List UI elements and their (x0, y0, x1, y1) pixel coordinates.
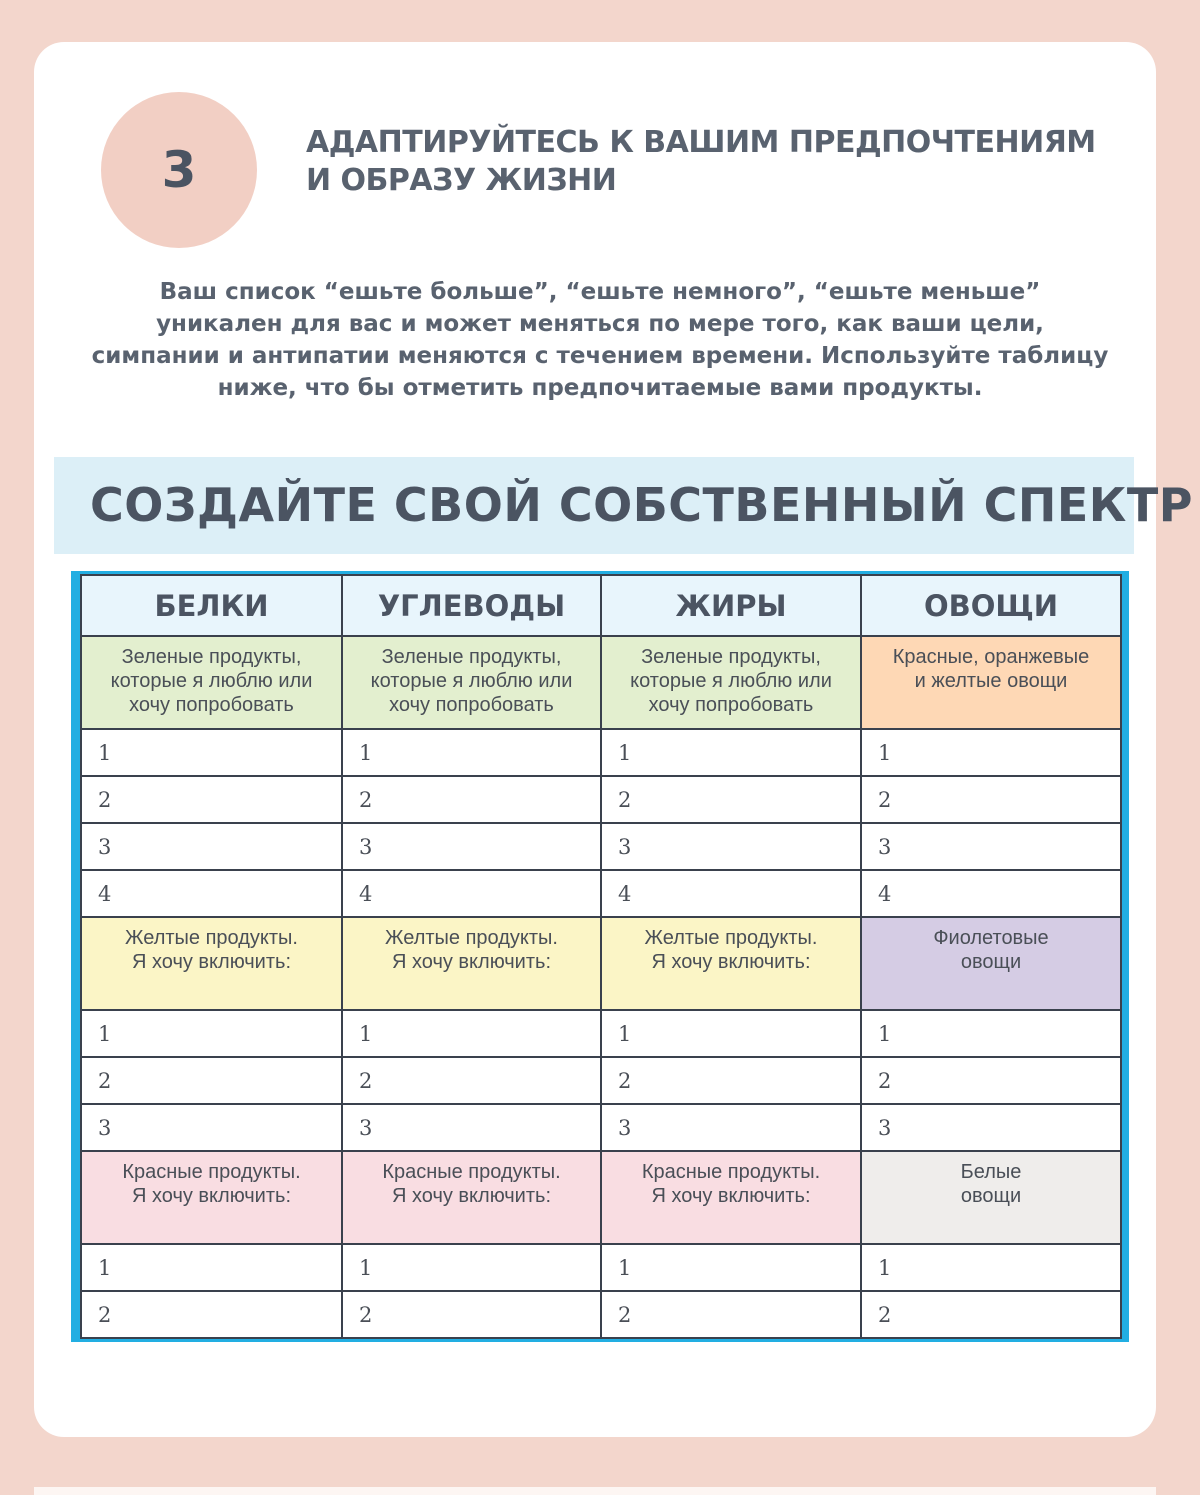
intro-line: ниже, что бы отметить предпочитаемые вами продукты. (217, 375, 983, 401)
section-label-vegetables (861, 636, 1121, 729)
section-label-vegetables (861, 1151, 1121, 1244)
section-label-fats (601, 1151, 861, 1244)
entry-cell-vegetables[interactable]: 3 (861, 1104, 1121, 1151)
section-label-line: овощи (960, 1185, 1022, 1207)
section-label-fats (601, 636, 861, 729)
entry-cell-vegetables[interactable]: 4 (861, 870, 1121, 917)
section-label-vegetables (861, 917, 1121, 1010)
entry-cell-fats[interactable]: 2 (601, 776, 861, 823)
section-label-carbs (342, 636, 601, 729)
entry-row (81, 870, 1121, 917)
section-label-line: хочу попробовать (389, 694, 554, 716)
entry-cell-fats[interactable]: 1 (601, 1244, 861, 1291)
section-label-line: Красные продукты. (382, 1161, 561, 1183)
entry-cell-fats[interactable]: 4 (601, 870, 861, 917)
section-label-line: хочу попробовать (129, 694, 294, 716)
section-label-line: Красные продукты. (641, 1161, 821, 1183)
entry-cell-proteins[interactable]: 3 (81, 823, 342, 870)
entry-row (81, 1104, 1121, 1151)
section-label-line: и желтые овощи (914, 670, 1068, 692)
entry-row (81, 1244, 1121, 1291)
banner-title: СОЗДАЙТЕ СВОЙ СОБСТВЕННЫЙ СПЕКТР (90, 478, 1193, 532)
section-label-line: Я хочу включить: (132, 1185, 291, 1207)
section-label-carbs (342, 1151, 601, 1244)
entry-cell-proteins[interactable]: 1 (81, 729, 342, 776)
entry-cell-carbs[interactable]: 2 (342, 1291, 601, 1338)
entry-cell-vegetables[interactable]: 1 (861, 729, 1121, 776)
entry-cell-fats[interactable]: 2 (601, 1057, 861, 1104)
section-label-proteins (81, 917, 342, 1010)
section-label-line: овощи (960, 951, 1022, 973)
entry-cell-vegetables[interactable]: 2 (861, 1291, 1121, 1338)
section-label-line: Желтые продукты. (385, 927, 558, 949)
step-title-line: И ОБРАЗУ ЖИЗНИ (306, 163, 617, 198)
entry-cell-fats[interactable]: 1 (601, 729, 861, 776)
entry-cell-fats[interactable]: 2 (601, 1291, 861, 1338)
step-number-badge (101, 92, 257, 248)
entry-cell-fats[interactable]: 3 (601, 823, 861, 870)
section-row (81, 917, 1121, 1010)
header-fats: ЖИРЫ (601, 575, 861, 636)
section-label-line: которые я люблю или (110, 670, 313, 692)
entry-cell-proteins[interactable]: 1 (81, 1244, 342, 1291)
section-label-line: которые я люблю или (630, 670, 832, 692)
entry-cell-carbs[interactable]: 1 (342, 729, 601, 776)
step-title (306, 124, 1096, 200)
entry-cell-carbs[interactable]: 1 (342, 1010, 601, 1057)
section-label-line: Я хочу включить: (651, 1185, 811, 1207)
table-body (81, 636, 1121, 1338)
entry-cell-proteins[interactable]: 2 (81, 1057, 342, 1104)
section-label-line: Зеленые продукты, (121, 646, 302, 668)
entry-cell-vegetables[interactable]: 1 (861, 1010, 1121, 1057)
entry-cell-proteins[interactable]: 1 (81, 1010, 342, 1057)
entry-cell-carbs[interactable]: 3 (342, 823, 601, 870)
entry-cell-vegetables[interactable]: 2 (861, 1057, 1121, 1104)
entry-cell-vegetables[interactable]: 1 (861, 1244, 1121, 1291)
section-label-line: Красные продукты. (122, 1161, 301, 1183)
entry-row (81, 1057, 1121, 1104)
section-label-line: Я хочу включить: (132, 951, 291, 973)
entry-row (81, 1291, 1121, 1338)
header-proteins: БЕЛКИ (81, 575, 342, 636)
entry-cell-vegetables[interactable]: 3 (861, 823, 1121, 870)
entry-cell-proteins[interactable]: 3 (81, 1104, 342, 1151)
header-carbs: УГЛЕВОДЫ (342, 575, 601, 636)
section-label-line: которые я люблю или (370, 670, 573, 692)
section-label-line: Желтые продукты. (644, 927, 818, 949)
section-label-carbs (342, 917, 601, 1010)
section-row (81, 1151, 1121, 1244)
section-label-line: хочу попробовать (648, 694, 814, 716)
section-label-line: Фиолетовые (933, 927, 1049, 949)
entry-row (81, 729, 1121, 776)
header-row (81, 575, 1121, 636)
section-label-line: Зеленые продукты, (641, 646, 821, 668)
section-label-proteins (81, 636, 342, 729)
section-label-fats (601, 917, 861, 1010)
entry-cell-carbs[interactable]: 3 (342, 1104, 601, 1151)
entry-cell-vegetables[interactable]: 2 (861, 776, 1121, 823)
entry-cell-carbs[interactable]: 2 (342, 1057, 601, 1104)
entry-row (81, 823, 1121, 870)
entry-cell-carbs[interactable]: 1 (342, 1244, 601, 1291)
entry-cell-carbs[interactable]: 4 (342, 870, 601, 917)
step-title-line: АДАПТИРУЙТЕСЬ К ВАШИМ ПРЕДПОЧТЕНИЯМ (306, 125, 1096, 160)
entry-cell-proteins[interactable]: 2 (81, 1291, 342, 1338)
spectrum-table (80, 574, 1122, 1339)
intro-line: симпании и антипатии меняются с течением времени. Используйте таблицу (91, 343, 1109, 369)
section-label-line: Желтые продукты. (125, 927, 298, 949)
step-number: 3 (161, 141, 197, 199)
entry-cell-fats[interactable]: 3 (601, 1104, 861, 1151)
intro-line: Ваш список “ешьте больше”, “ешьте немного”, “ешьте меньше” (159, 279, 1041, 305)
entry-cell-carbs[interactable]: 2 (342, 776, 601, 823)
intro-text (60, 276, 1140, 404)
entry-cell-proteins[interactable]: 2 (81, 776, 342, 823)
entry-cell-proteins[interactable]: 4 (81, 870, 342, 917)
section-label-proteins (81, 1151, 342, 1244)
entry-row (81, 1010, 1121, 1057)
section-label-line: Белые (960, 1161, 1022, 1183)
section-label-line: Я хочу включить: (392, 1185, 551, 1207)
section-label-line: Я хочу включить: (651, 951, 811, 973)
intro-line: уникален для вас и может меняться по мере того, как ваши цели, (156, 311, 1044, 337)
entry-cell-fats[interactable]: 1 (601, 1010, 861, 1057)
section-label-line: Красные, оранжевые (892, 646, 1090, 668)
entry-row (81, 776, 1121, 823)
section-label-line: Я хочу включить: (392, 951, 551, 973)
header-vegetables: ОВОЩИ (861, 575, 1121, 636)
section-row (81, 636, 1121, 729)
section-label-line: Зеленые продукты, (381, 646, 562, 668)
next-card-edge (34, 1487, 1156, 1495)
